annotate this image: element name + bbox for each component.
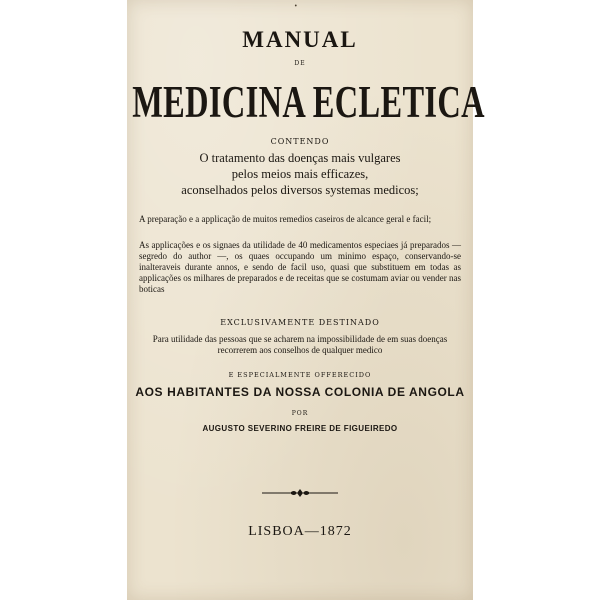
title-page bbox=[127, 0, 485, 600]
contendo-label: CONTENDO bbox=[270, 137, 330, 146]
dedication-line: AOS HABITANTES DA NOSSA COLONIA DE ANGOLA bbox=[135, 385, 465, 399]
fleuron-divider-icon bbox=[127, 487, 473, 499]
exclusivamente-label: EXCLUSIVAMENTE DESTINADO bbox=[220, 318, 380, 327]
author-name: AUGUSTO SEVERINO FREIRE DE FIGUEIREDO bbox=[202, 424, 398, 433]
page-mark: • bbox=[294, 3, 298, 10]
intro-line: O tratamento das doenças mais vulgares bbox=[199, 151, 401, 165]
fleuron-svg bbox=[260, 487, 340, 499]
paragraph-remedios: A preparação e a applicação de muitos remedios caseiros de alcance geral e facil; bbox=[139, 214, 432, 224]
intro-line: pelos meios mais efficazes, bbox=[231, 167, 369, 181]
title-medicina-ecletica: MEDICINA ECLETICA bbox=[132, 77, 485, 127]
por-label: POR bbox=[291, 410, 309, 417]
paragraph-medicamentos: As applicações e os signaes da utilidade de 40 medicamentos especiaes já preparados — segredo do author —, os quaes occupando um minimo espaço, conservando-se inalteraveis durante annos, e sendo de facil uso, quasi que substituem em todas as applicações os milhares de preparados e de receitas que se costumam aviar ou vender nas boticas bbox=[139, 240, 461, 294]
intro-line: aconselhados pelos diversos systemas medicos; bbox=[181, 183, 419, 197]
title-manual: MANUAL bbox=[242, 27, 358, 52]
connector-de: DE bbox=[294, 60, 306, 67]
especialmente-label: E ESPECIALMENTE OFFERECIDO bbox=[228, 371, 372, 379]
paragraph-utilidade: Para utilidade das pessoas que se acharem na impossibilidade de em suas doenças recorrerem aos conselhos de qualquer medico bbox=[152, 334, 448, 355]
imprint-place-year: LISBOA—1872 bbox=[248, 524, 352, 539]
intro-block bbox=[145, 150, 455, 198]
